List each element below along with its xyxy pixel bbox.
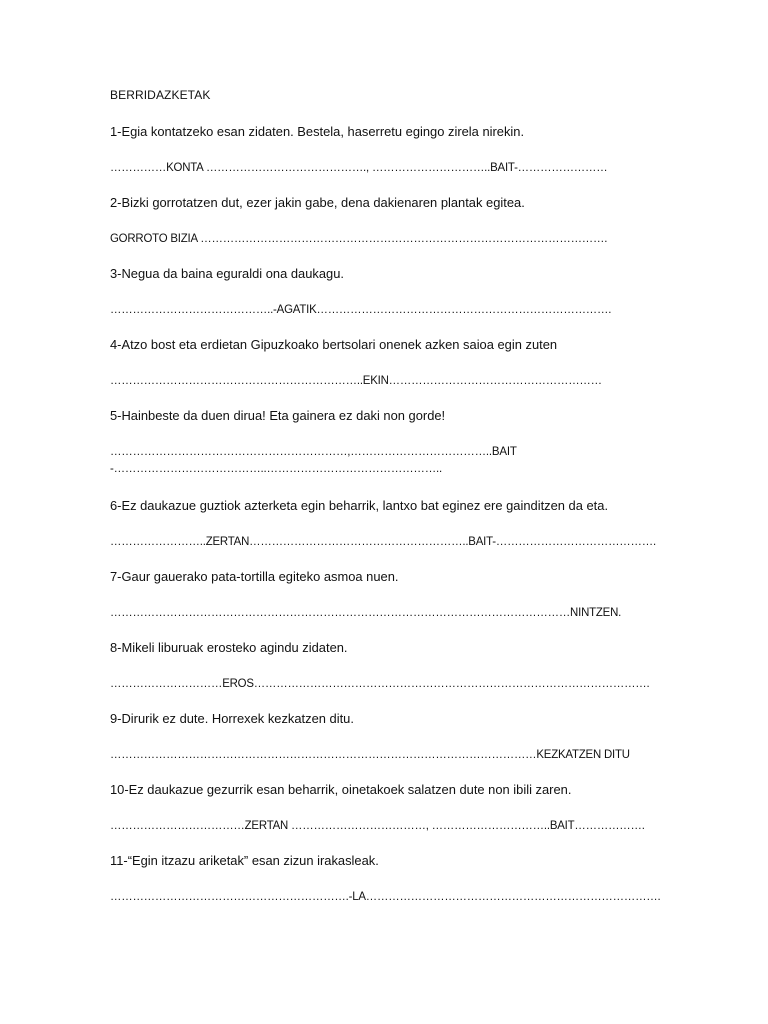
exercise-question: 5-Hainbeste da duen dirua! Eta gainera ez daki non gorde! bbox=[110, 408, 446, 423]
exercise-10 bbox=[110, 782, 670, 835]
exercise-question: 2-Bizki gorrotatzen dut, ezer jakin gabe, dena dakienaren plantak egitea. bbox=[110, 195, 525, 210]
exercise-answer-line: ……………………………………………………….-LA……………………………………………………………………. bbox=[110, 891, 661, 903]
exercise-answer-line: GORROTO BIZIA ………………………………………………………………………………………………. bbox=[110, 233, 608, 245]
exercise-question: 9-Dirurik ez dute. Horrexek kezkatzen ditu. bbox=[110, 711, 354, 726]
exercise-question: 1-Egia kontatzeko esan zidaten. Bestela, haserretu egingo zirela nirekin. bbox=[110, 124, 525, 139]
exercise-answer-line: ……………………..ZERTAN…………………………………………………..BAIT-……………………………………. bbox=[110, 536, 656, 548]
exercise-9 bbox=[110, 711, 670, 764]
exercise-answer-line: …………………………EROS……………………………………………………………………………………………. bbox=[110, 678, 650, 690]
exercise-answer-line: ………………………………………………………,………………………………..BAIT-…………………………………..……………………………………….. bbox=[110, 446, 517, 475]
exercise-6 bbox=[110, 498, 670, 551]
exercise-answer-line: …………………………………………………………..EKIN………………………………………………… bbox=[110, 375, 602, 387]
worksheet-title: BERRIDAZKETAK bbox=[110, 88, 211, 102]
exercise-question: 11-“Egin itzazu ariketak” esan zizun irakasleak. bbox=[110, 853, 379, 868]
exercise-3 bbox=[110, 266, 670, 319]
exercise-answer-line: ……………………………………………………………………………………………………KEZKATZEN DITU bbox=[110, 749, 630, 761]
exercise-answer-line: ………………………………ZERTAN ………………………………, …………………………..BAIT………………. bbox=[110, 820, 645, 832]
exercise-11 bbox=[110, 853, 670, 906]
exercise-8 bbox=[110, 640, 670, 693]
exercise-1 bbox=[110, 124, 670, 177]
exercise-7 bbox=[110, 569, 670, 622]
exercise-question: 6-Ez daukazue guztiok azterketa egin beharrik, lantxo bat eginez ere gainditzen da eta. bbox=[110, 498, 609, 513]
exercise-answer-line: ……………………………………..-AGATIK……………………………………………………………………. bbox=[110, 304, 612, 316]
exercise-4 bbox=[110, 337, 670, 390]
exercise-question: 10-Ez daukazue gezurrik esan beharrik, oinetakoek salatzen dute non ibili zaren. bbox=[110, 782, 572, 797]
exercise-question: 3-Negua da baina eguraldi ona daukagu. bbox=[110, 266, 344, 281]
exercise-answer-line: ……………KONTA ……………………………………., …………………………..BAIT-…………………… bbox=[110, 162, 608, 174]
exercise-answer-line: ……………………………………………………………………………………………………………NINTZEN. bbox=[110, 607, 622, 619]
exercise-5 bbox=[110, 408, 670, 478]
exercise-question: 7-Gaur gauerako pata-tortilla egiteko asmoa nuen. bbox=[110, 569, 399, 584]
exercise-question: 4-Atzo bost eta erdietan Gipuzkoako bertsolari onenek azken saioa egin zuten bbox=[110, 337, 558, 352]
exercise-question: 8-Mikeli liburuak erosteko agindu zidaten. bbox=[110, 640, 348, 655]
exercise-2 bbox=[110, 195, 670, 248]
